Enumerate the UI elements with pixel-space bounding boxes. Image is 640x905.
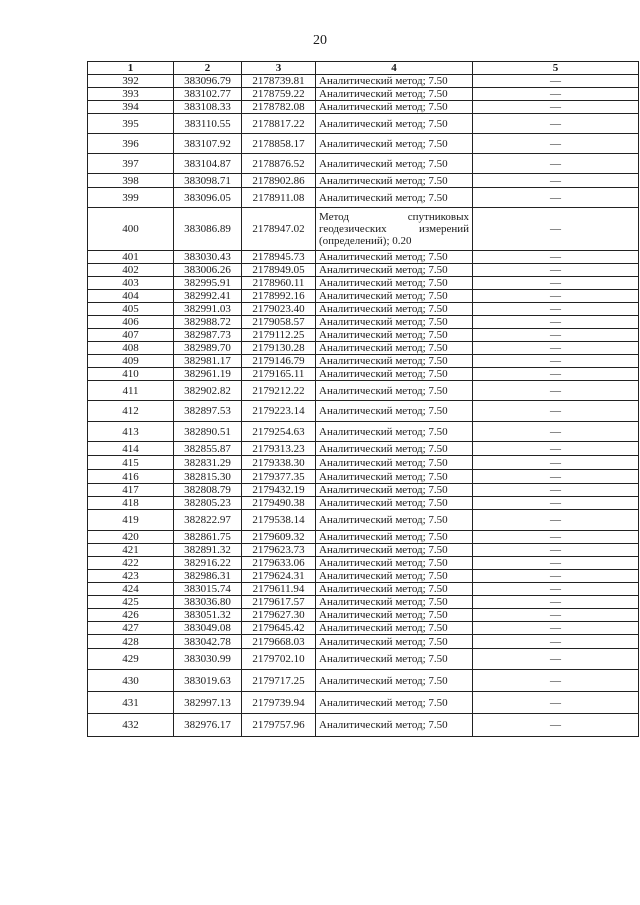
- method-cell: Аналитический метод; 7.50: [316, 290, 473, 303]
- y-coordinate-cell: 2179432.19: [242, 484, 316, 497]
- method-cell: Аналитический метод; 7.50: [316, 609, 473, 622]
- note-cell: —: [473, 114, 639, 134]
- point-number-cell: 393: [88, 88, 174, 101]
- note-cell: —: [473, 355, 639, 368]
- y-coordinate-cell: 2178782.08: [242, 101, 316, 114]
- x-coordinate-cell: 382815.30: [174, 470, 242, 484]
- x-coordinate-cell: 382897.53: [174, 401, 242, 422]
- note-cell: —: [473, 134, 639, 154]
- y-coordinate-cell: 2179490.38: [242, 497, 316, 510]
- note-cell: —: [473, 557, 639, 570]
- x-coordinate-cell: 383110.55: [174, 114, 242, 134]
- x-coordinate-cell: 382890.51: [174, 422, 242, 442]
- table-row: [88, 497, 639, 510]
- note-cell: —: [473, 101, 639, 114]
- note-cell: —: [473, 497, 639, 510]
- point-number-cell: 396: [88, 134, 174, 154]
- y-coordinate-cell: 2178739.81: [242, 75, 316, 88]
- point-number-cell: 412: [88, 401, 174, 422]
- note-cell: —: [473, 264, 639, 277]
- method-cell: Аналитический метод; 7.50: [316, 670, 473, 692]
- note-cell: —: [473, 692, 639, 714]
- note-cell: —: [473, 88, 639, 101]
- table-row: [88, 596, 639, 609]
- table-row: [88, 303, 639, 316]
- note-cell: —: [473, 570, 639, 583]
- y-coordinate-cell: 2178960.11: [242, 277, 316, 290]
- x-coordinate-cell: 382988.72: [174, 316, 242, 329]
- note-cell: —: [473, 583, 639, 596]
- table-row: [88, 401, 639, 422]
- table-row: [88, 470, 639, 484]
- point-number-cell: 406: [88, 316, 174, 329]
- point-number-cell: 427: [88, 622, 174, 635]
- header-col-5: 5: [473, 62, 639, 75]
- note-cell: —: [473, 442, 639, 456]
- method-cell: Аналитический метод; 7.50: [316, 422, 473, 442]
- x-coordinate-cell: 383030.43: [174, 251, 242, 264]
- method-cell: Аналитический метод; 7.50: [316, 456, 473, 470]
- point-number-cell: 420: [88, 531, 174, 544]
- x-coordinate-cell: 383096.05: [174, 188, 242, 208]
- header-col-4: 4: [316, 62, 473, 75]
- x-coordinate-cell: 382808.79: [174, 484, 242, 497]
- point-number-cell: 422: [88, 557, 174, 570]
- table-row: [88, 368, 639, 381]
- note-cell: —: [473, 290, 639, 303]
- y-coordinate-cell: 2179739.94: [242, 692, 316, 714]
- method-cell: Аналитический метод; 7.50: [316, 470, 473, 484]
- method-cell: Аналитический метод; 7.50: [316, 251, 473, 264]
- method-cell: Аналитический метод; 7.50: [316, 531, 473, 544]
- y-coordinate-cell: 2179254.63: [242, 422, 316, 442]
- table-row: [88, 134, 639, 154]
- method-cell: Аналитический метод; 7.50: [316, 596, 473, 609]
- table-row: [88, 342, 639, 355]
- table-row: [88, 75, 639, 88]
- point-number-cell: 414: [88, 442, 174, 456]
- point-number-cell: 429: [88, 649, 174, 670]
- method-cell: Аналитический метод; 7.50: [316, 114, 473, 134]
- table-row: [88, 692, 639, 714]
- x-coordinate-cell: 382989.70: [174, 342, 242, 355]
- point-number-cell: 394: [88, 101, 174, 114]
- y-coordinate-cell: 2178759.22: [242, 88, 316, 101]
- x-coordinate-cell: 382805.23: [174, 497, 242, 510]
- method-line: Метод спутниковых: [319, 211, 469, 223]
- x-coordinate-cell: 383107.92: [174, 134, 242, 154]
- method-cell: Аналитический метод; 7.50: [316, 264, 473, 277]
- method-cell: Аналитический метод; 7.50: [316, 635, 473, 649]
- note-cell: —: [473, 188, 639, 208]
- method-cell: Аналитический метод; 7.50: [316, 557, 473, 570]
- method-cell: Аналитический метод; 7.50: [316, 570, 473, 583]
- x-coordinate-cell: 383036.80: [174, 596, 242, 609]
- y-coordinate-cell: 2179717.25: [242, 670, 316, 692]
- method-cell: Аналитический метод; 7.50: [316, 174, 473, 188]
- coordinates-table-container: [87, 61, 639, 737]
- note-cell: —: [473, 544, 639, 557]
- y-coordinate-cell: 2179146.79: [242, 355, 316, 368]
- x-coordinate-cell: 383102.77: [174, 88, 242, 101]
- table-row: [88, 531, 639, 544]
- table-row: [88, 251, 639, 264]
- x-coordinate-cell: 382981.17: [174, 355, 242, 368]
- point-number-cell: 410: [88, 368, 174, 381]
- table-row: [88, 442, 639, 456]
- point-number-cell: 431: [88, 692, 174, 714]
- x-coordinate-cell: 383015.74: [174, 583, 242, 596]
- y-coordinate-cell: 2179609.32: [242, 531, 316, 544]
- header-col-2: 2: [174, 62, 242, 75]
- table-row: [88, 114, 639, 134]
- x-coordinate-cell: 382902.82: [174, 381, 242, 401]
- method-cell: Аналитический метод; 7.50: [316, 303, 473, 316]
- method-cell: Аналитический метод; 7.50: [316, 497, 473, 510]
- point-number-cell: 407: [88, 329, 174, 342]
- point-number-cell: 409: [88, 355, 174, 368]
- note-cell: —: [473, 316, 639, 329]
- method-cell: Аналитический метод; 7.50: [316, 88, 473, 101]
- x-coordinate-cell: 383051.32: [174, 609, 242, 622]
- note-cell: —: [473, 251, 639, 264]
- y-coordinate-cell: 2179338.30: [242, 456, 316, 470]
- method-cell: Аналитический метод; 7.50: [316, 368, 473, 381]
- point-number-cell: 425: [88, 596, 174, 609]
- point-number-cell: 423: [88, 570, 174, 583]
- y-coordinate-cell: 2178992.16: [242, 290, 316, 303]
- note-cell: —: [473, 154, 639, 174]
- table-body: [88, 75, 639, 737]
- point-number-cell: 404: [88, 290, 174, 303]
- method-line: (определений); 0.20: [319, 235, 412, 247]
- note-cell: —: [473, 622, 639, 635]
- point-number-cell: 415: [88, 456, 174, 470]
- note-cell: —: [473, 401, 639, 422]
- y-coordinate-cell: 2179223.14: [242, 401, 316, 422]
- x-coordinate-cell: 382995.91: [174, 277, 242, 290]
- table-row: [88, 649, 639, 670]
- point-number-cell: 401: [88, 251, 174, 264]
- y-coordinate-cell: 2179538.14: [242, 510, 316, 531]
- table-row: [88, 422, 639, 442]
- note-cell: —: [473, 303, 639, 316]
- method-cell: Аналитический метод; 7.50: [316, 277, 473, 290]
- method-cell: Аналитический метод; 7.50: [316, 442, 473, 456]
- note-cell: —: [473, 609, 639, 622]
- method-cell: Аналитический метод; 7.50: [316, 342, 473, 355]
- table-row: [88, 277, 639, 290]
- note-cell: —: [473, 208, 639, 251]
- y-coordinate-cell: 2179757.96: [242, 714, 316, 737]
- point-number-cell: 426: [88, 609, 174, 622]
- point-number-cell: 399: [88, 188, 174, 208]
- method-cell: Аналитический метод; 7.50: [316, 188, 473, 208]
- method-cell: Аналитический метод; 7.50: [316, 316, 473, 329]
- method-cell: [316, 208, 473, 251]
- table-row: [88, 609, 639, 622]
- table-row: [88, 510, 639, 531]
- note-cell: —: [473, 510, 639, 531]
- y-coordinate-cell: 2179165.11: [242, 368, 316, 381]
- point-number-cell: 417: [88, 484, 174, 497]
- table-row: [88, 381, 639, 401]
- x-coordinate-cell: 382992.41: [174, 290, 242, 303]
- y-coordinate-cell: 2178945.73: [242, 251, 316, 264]
- method-cell: Аналитический метод; 7.50: [316, 401, 473, 422]
- table-row: [88, 154, 639, 174]
- note-cell: —: [473, 174, 639, 188]
- y-coordinate-cell: 2179668.03: [242, 635, 316, 649]
- x-coordinate-cell: 383098.71: [174, 174, 242, 188]
- y-coordinate-cell: 2179112.25: [242, 329, 316, 342]
- x-coordinate-cell: 382986.31: [174, 570, 242, 583]
- x-coordinate-cell: 383030.99: [174, 649, 242, 670]
- note-cell: —: [473, 329, 639, 342]
- point-number-cell: 424: [88, 583, 174, 596]
- table-row: [88, 208, 639, 251]
- y-coordinate-cell: 2179611.94: [242, 583, 316, 596]
- y-coordinate-cell: 2179623.73: [242, 544, 316, 557]
- note-cell: —: [473, 342, 639, 355]
- point-number-cell: 419: [88, 510, 174, 531]
- method-cell: Аналитический метод; 7.50: [316, 692, 473, 714]
- point-number-cell: 428: [88, 635, 174, 649]
- table-row: [88, 188, 639, 208]
- y-coordinate-cell: 2178817.22: [242, 114, 316, 134]
- table-row: [88, 557, 639, 570]
- point-number-cell: 397: [88, 154, 174, 174]
- x-coordinate-cell: 382831.29: [174, 456, 242, 470]
- y-coordinate-cell: 2179645.42: [242, 622, 316, 635]
- y-coordinate-cell: 2178911.08: [242, 188, 316, 208]
- y-coordinate-cell: 2179313.23: [242, 442, 316, 456]
- x-coordinate-cell: 382861.75: [174, 531, 242, 544]
- y-coordinate-cell: 2178949.05: [242, 264, 316, 277]
- point-number-cell: 408: [88, 342, 174, 355]
- y-coordinate-cell: 2179627.30: [242, 609, 316, 622]
- method-line: геодезических измерений: [319, 223, 469, 235]
- point-number-cell: 418: [88, 497, 174, 510]
- x-coordinate-cell: 382961.19: [174, 368, 242, 381]
- y-coordinate-cell: 2179130.28: [242, 342, 316, 355]
- method-cell: Аналитический метод; 7.50: [316, 381, 473, 401]
- point-number-cell: 402: [88, 264, 174, 277]
- note-cell: —: [473, 596, 639, 609]
- y-coordinate-cell: 2179058.57: [242, 316, 316, 329]
- method-cell: Аналитический метод; 7.50: [316, 649, 473, 670]
- y-coordinate-cell: 2178876.52: [242, 154, 316, 174]
- table-row: [88, 670, 639, 692]
- note-cell: —: [473, 531, 639, 544]
- table-row: [88, 329, 639, 342]
- coordinates-table: [87, 61, 639, 737]
- note-cell: —: [473, 277, 639, 290]
- note-cell: —: [473, 635, 639, 649]
- point-number-cell: 416: [88, 470, 174, 484]
- method-cell: Аналитический метод; 7.50: [316, 484, 473, 497]
- x-coordinate-cell: 382855.87: [174, 442, 242, 456]
- x-coordinate-cell: 382997.13: [174, 692, 242, 714]
- note-cell: —: [473, 381, 639, 401]
- y-coordinate-cell: 2178947.02: [242, 208, 316, 251]
- table-header-row: [88, 62, 639, 75]
- table-row: [88, 456, 639, 470]
- table-row: [88, 264, 639, 277]
- note-cell: —: [473, 75, 639, 88]
- method-cell: Аналитический метод; 7.50: [316, 714, 473, 737]
- method-cell: Аналитический метод; 7.50: [316, 583, 473, 596]
- method-cell: Аналитический метод; 7.50: [316, 329, 473, 342]
- method-cell: Аналитический метод; 7.50: [316, 622, 473, 635]
- note-cell: —: [473, 484, 639, 497]
- method-cell: Аналитический метод; 7.50: [316, 510, 473, 531]
- x-coordinate-cell: 383104.87: [174, 154, 242, 174]
- point-number-cell: 392: [88, 75, 174, 88]
- table-row: [88, 484, 639, 497]
- x-coordinate-cell: 382891.32: [174, 544, 242, 557]
- note-cell: —: [473, 714, 639, 737]
- y-coordinate-cell: 2179617.57: [242, 596, 316, 609]
- point-number-cell: 403: [88, 277, 174, 290]
- x-coordinate-cell: 383049.08: [174, 622, 242, 635]
- point-number-cell: 430: [88, 670, 174, 692]
- note-cell: —: [473, 422, 639, 442]
- table-row: [88, 88, 639, 101]
- y-coordinate-cell: 2179023.40: [242, 303, 316, 316]
- header-col-3: 3: [242, 62, 316, 75]
- x-coordinate-cell: 382916.22: [174, 557, 242, 570]
- table-row: [88, 622, 639, 635]
- y-coordinate-cell: 2178902.86: [242, 174, 316, 188]
- x-coordinate-cell: 383006.26: [174, 264, 242, 277]
- table-row: [88, 101, 639, 114]
- note-cell: —: [473, 368, 639, 381]
- x-coordinate-cell: 382976.17: [174, 714, 242, 737]
- y-coordinate-cell: 2178858.17: [242, 134, 316, 154]
- x-coordinate-cell: 383019.63: [174, 670, 242, 692]
- x-coordinate-cell: 382822.97: [174, 510, 242, 531]
- y-coordinate-cell: 2179377.35: [242, 470, 316, 484]
- y-coordinate-cell: 2179624.31: [242, 570, 316, 583]
- method-cell: Аналитический метод; 7.50: [316, 75, 473, 88]
- point-number-cell: 421: [88, 544, 174, 557]
- table-row: [88, 174, 639, 188]
- x-coordinate-cell: 382987.73: [174, 329, 242, 342]
- x-coordinate-cell: 383042.78: [174, 635, 242, 649]
- y-coordinate-cell: 2179212.22: [242, 381, 316, 401]
- point-number-cell: 405: [88, 303, 174, 316]
- table-row: [88, 635, 639, 649]
- note-cell: —: [473, 649, 639, 670]
- method-cell: Аналитический метод; 7.50: [316, 134, 473, 154]
- table-row: [88, 714, 639, 737]
- header-col-1: 1: [88, 62, 174, 75]
- note-cell: —: [473, 670, 639, 692]
- x-coordinate-cell: 383108.33: [174, 101, 242, 114]
- method-cell: Аналитический метод; 7.50: [316, 101, 473, 114]
- y-coordinate-cell: 2179633.06: [242, 557, 316, 570]
- y-coordinate-cell: 2179702.10: [242, 649, 316, 670]
- method-cell: Аналитический метод; 7.50: [316, 544, 473, 557]
- method-cell: Аналитический метод; 7.50: [316, 355, 473, 368]
- point-number-cell: 395: [88, 114, 174, 134]
- table-row: [88, 583, 639, 596]
- note-cell: —: [473, 456, 639, 470]
- table-row: [88, 570, 639, 583]
- point-number-cell: 413: [88, 422, 174, 442]
- point-number-cell: 432: [88, 714, 174, 737]
- method-cell: Аналитический метод; 7.50: [316, 154, 473, 174]
- table-row: [88, 290, 639, 303]
- note-cell: —: [473, 470, 639, 484]
- point-number-cell: 411: [88, 381, 174, 401]
- x-coordinate-cell: 383086.89: [174, 208, 242, 251]
- point-number-cell: 400: [88, 208, 174, 251]
- table-row: [88, 355, 639, 368]
- x-coordinate-cell: 383096.79: [174, 75, 242, 88]
- table-row: [88, 544, 639, 557]
- table-row: [88, 316, 639, 329]
- page-number: 20: [313, 33, 327, 48]
- point-number-cell: 398: [88, 174, 174, 188]
- x-coordinate-cell: 382991.03: [174, 303, 242, 316]
